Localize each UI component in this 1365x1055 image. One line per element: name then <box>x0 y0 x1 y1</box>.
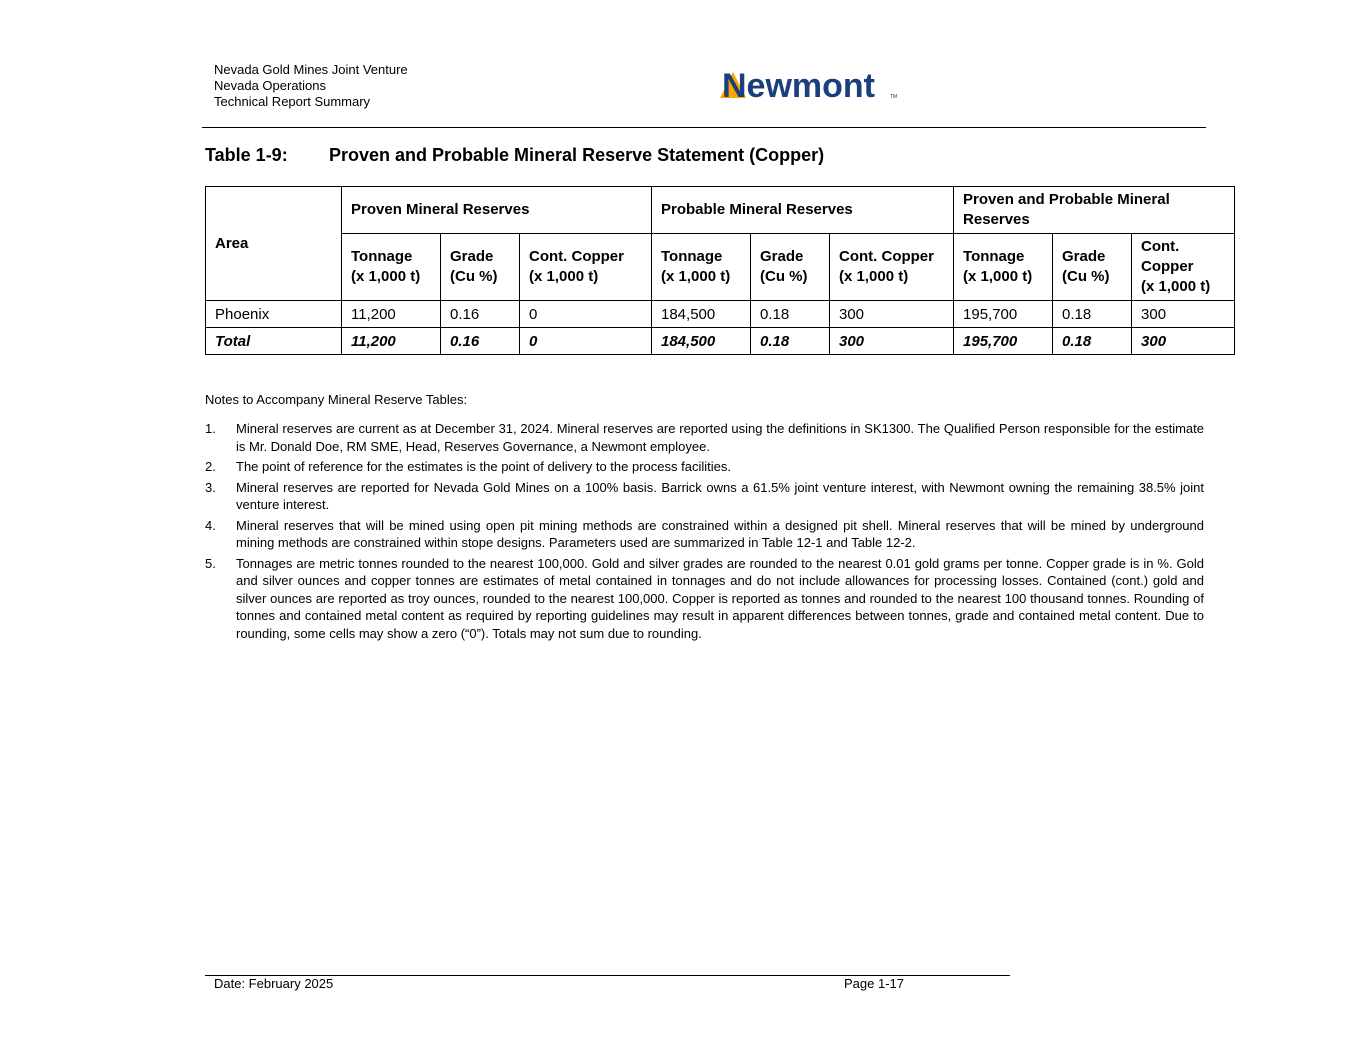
subheader-cell: Grade (Cu %) <box>751 234 830 301</box>
table-cell: 195,700 <box>954 328 1053 355</box>
mineral-reserve-table <box>205 186 1235 355</box>
subheader-cell: Tonnage (x 1,000 t) <box>652 234 751 301</box>
table-cell: 300 <box>830 301 954 328</box>
newmont-logo-graphic <box>720 69 900 101</box>
table-cell: 0.18 <box>751 301 830 328</box>
header-company: Nevada Gold Mines Joint Venture <box>214 62 408 77</box>
table-cell: 0 <box>520 301 652 328</box>
row-area-cell: Total <box>206 328 342 355</box>
footer-page-number: Page 1-17 <box>844 976 904 991</box>
note-number: 3. <box>205 479 216 495</box>
note-item <box>205 420 1204 455</box>
subheader-cell: Tonnage (x 1,000 t) <box>954 234 1053 301</box>
subheader-cell: Grade (Cu %) <box>1053 234 1132 301</box>
subheader-cell: Grade (Cu %) <box>441 234 520 301</box>
subheader-cell: Cont. Copper (x 1,000 t) <box>1132 234 1235 301</box>
table-cell: 195,700 <box>954 301 1053 328</box>
row-area-cell: Phoenix <box>206 301 342 328</box>
table-title: Proven and Probable Mineral Reserve Statement (Copper) <box>329 145 825 165</box>
note-text: Tonnages are metric tonnes rounded to the nearest 100,000. Gold and silver grades are rounded to the nearest 0.01 gold grams per tonne. Copper grade is in %. Gold and silver ounces and copper tonnes are estimates of metal contained in tonnages and do not include allowances for processing losses. Contained (cont.) gold and silver ounces are reported as troy ounces, rounded to the nearest 100,000. Copper is reported as tonnes and rounded to the nearest 100 thousand tonnes. Rounding of tonnes and contained metal content as required by reporting guidelines may result in apparent differences between tonnes, grade and contained metal content. Due to rounding, some cells may show a zero (“0”). Totals may not sum due to rounding. <box>236 555 1204 641</box>
header-divider <box>202 127 1206 128</box>
table-body <box>206 301 1235 355</box>
note-text: Mineral reserves are current as at December 31, 2024. Mineral reserves are reported using the definitions in SK1300. The Qualified Person responsible for the estimate is Mr. Donald Doe, RM SME, Head, Reserves Governance, a Newmont employee. <box>236 421 1204 454</box>
table-row <box>206 301 1235 328</box>
table-cell: 11,200 <box>342 301 441 328</box>
table-cell: 0.16 <box>441 301 520 328</box>
note-item <box>205 517 1204 552</box>
table-number: Table 1-9: <box>205 145 288 165</box>
note-item <box>205 555 1204 643</box>
note-item <box>205 458 1204 476</box>
note-item <box>205 479 1204 514</box>
table-cell: 0.16 <box>441 328 520 355</box>
table-row <box>206 328 1235 355</box>
note-number: 1. <box>205 421 216 436</box>
table-cell: 0 <box>520 328 652 355</box>
table-cell: 0.18 <box>1053 328 1132 355</box>
table-cell: 11,200 <box>342 328 441 355</box>
note-text: Mineral reserves are reported for Nevada Gold Mines on a 100% basis. Barrick owns a 61.5% joint venture interest, with Newmont owning the remaining 38.5% joint venture interest. <box>236 479 1204 512</box>
table-cell: 0.18 <box>751 328 830 355</box>
table-caption <box>205 145 824 166</box>
newmont-logo <box>720 69 900 101</box>
table-cell: 300 <box>1132 328 1235 355</box>
subheader-row <box>206 234 1235 301</box>
table-cell: 184,500 <box>652 301 751 328</box>
header-operations: Nevada Operations <box>214 78 327 93</box>
note-number: 5. <box>205 555 216 571</box>
document-header <box>214 62 408 110</box>
footer-date: Date: February 2025 <box>214 976 334 991</box>
subheader-cell: Tonnage (x 1,000 t) <box>342 234 441 301</box>
subheader-cell: Cont. Copper (x 1,000 t) <box>830 234 954 301</box>
group-probable: Probable Mineral Reserves <box>652 187 954 234</box>
logo-trademark: TM <box>890 94 898 100</box>
table-cell: 300 <box>1132 301 1235 328</box>
note-text: Mineral reserves that will be mined using open pit mining methods are constrained within a designed pit shell. Mineral reserves that will be mined by underground mining methods are constrained within stope designs. Parameters used are summarized in Table 12-1 and Table 12-2. <box>236 517 1204 550</box>
notes-list <box>205 420 1204 645</box>
table-cell: 184,500 <box>652 328 751 355</box>
header-area: Area <box>206 187 342 301</box>
group-proven: Proven Mineral Reserves <box>342 187 652 234</box>
subheader-cell: Cont. Copper (x 1,000 t) <box>520 234 652 301</box>
note-number: 2. <box>205 459 216 474</box>
logo-wordmark: Newmont <box>722 69 875 101</box>
notes-heading: Notes to Accompany Mineral Reserve Tables: <box>205 392 468 407</box>
table-cell: 300 <box>830 328 954 355</box>
header-report-type: Technical Report Summary <box>214 94 371 109</box>
table-cell: 0.18 <box>1053 301 1132 328</box>
group-proven-probable: Proven and Probable Mineral Reserves <box>954 187 1235 234</box>
note-number: 4. <box>205 517 216 533</box>
note-text: The point of reference for the estimates is the point of delivery to the process facilities. <box>236 459 731 474</box>
